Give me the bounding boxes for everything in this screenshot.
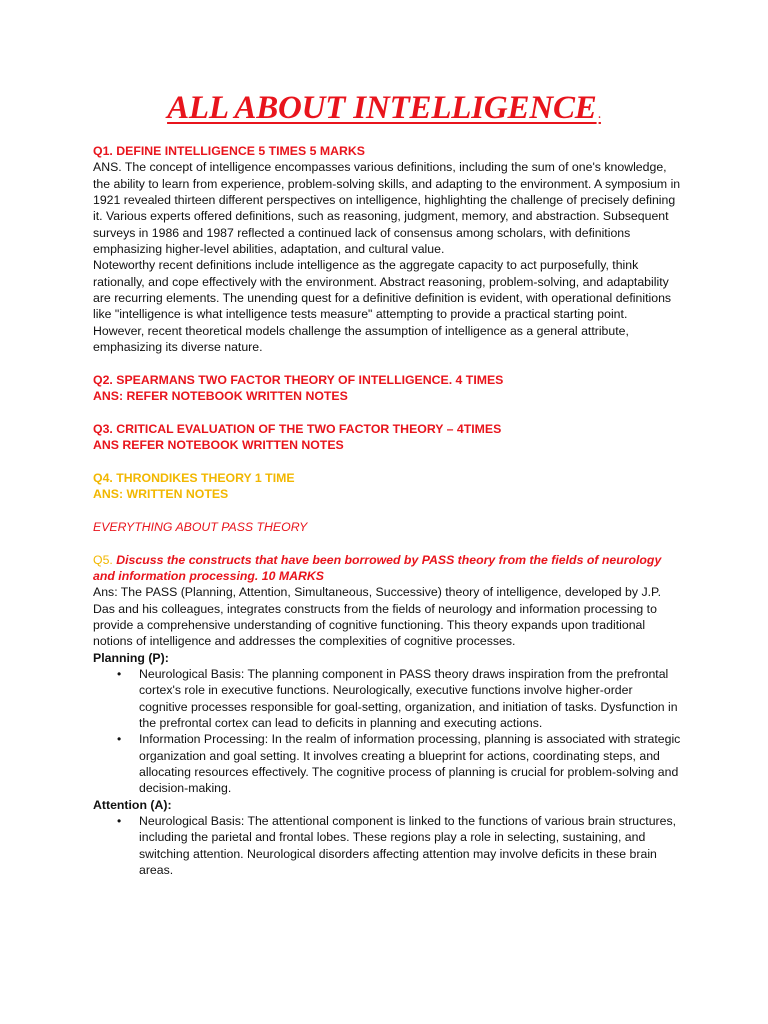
q1-answer-paragraph-2: Noteworthy recent definitions include intelligence as the aggregate capacity to act purposefully, think rationally, and cope effectively with the environment. Abstract reasoning, problem-solving, and adaptability are recurring elements. The unending quest for a definitive definition is evident, with operational definitions like "intelligence is what intelligence tests measure" attempting to provide a practical starting point. However, recent theoretical models challenge the assumption of intelligence as a general attribute, emphasizing its diverse nature. bbox=[93, 258, 672, 355]
planning-point-neurological: Neurological Basis: The planning component in PASS theory draws inspiration from the prefrontal cortex's role in executive functions. Neurologically, executive functions involve higher-order cognitive processes responsible for goal-setting, organization, and initiation of tasks. Dysfunction in the prefrontal cortex can lead to deficits in planning and executing actions. bbox=[139, 667, 678, 731]
q2-answer: ANS: REFER NOTEBOOK WRITTEN NOTES bbox=[93, 389, 348, 404]
document-body bbox=[93, 143, 681, 878]
list-item bbox=[93, 731, 681, 796]
q5-label: Q5. bbox=[93, 552, 117, 567]
list-item bbox=[93, 813, 681, 878]
q3-answer: ANS REFER NOTEBOOK WRITTEN NOTES bbox=[93, 438, 344, 453]
list-item bbox=[93, 666, 681, 731]
planning-point-information: Information Processing: In the realm of information processing, planning is associated with strategic organization and goal setting. It involves creating a blueprint for actions, coordinating steps, and allocating resources effectively. The cognitive process of planning is crucial for problem-solving and decision-making. bbox=[139, 732, 681, 796]
bullet-icon: • bbox=[117, 667, 122, 681]
q5-answer: Ans: The PASS (Planning, Attention, Simultaneous, Successive) theory of intelligence, developed by J.P. Das and his colleagues, integrates constructs from the fields of neurology and information processing to provide a comprehensive understanding of cognitive functioning. This theory expands upon traditional notions of intelligence and addresses the complexities of cognitive processes. bbox=[93, 585, 662, 649]
q2-heading: Q2. SPEARMANS TWO FACTOR THEORY OF INTELLIGENCE. 4 TIMES bbox=[93, 372, 504, 387]
q4-heading: Q4. THRONDIKES THEORY 1 TIME bbox=[93, 470, 295, 485]
attention-heading: Attention (A): bbox=[93, 797, 172, 812]
q1-answer-paragraph-1: ANS. The concept of intelligence encompasses various definitions, including the sum of one's knowledge, the ability to learn from experience, problem-solving skills, and adapting to the environment. A symposium in 1921 revealed thirteen different perspectives on intelligence, highlighting the challenge of precisely defining it. Various experts offered definitions, such as reasoning, judgment, memory, and abstraction. Subsequent surveys in 1986 and 1987 reflected a continued lack of consensus among scholars, with definitions emphasizing higher-level abilities, adaptation, and cultural value. bbox=[93, 160, 681, 257]
attention-point-neurological: Neurological Basis: The attentional component is linked to the functions of various brain structures, including the parietal and frontal lobes. These regions play a role in selecting, sustaining, and switching attention. Neurological disorders affecting attention may involve deficits in these brain areas. bbox=[139, 814, 677, 878]
pass-theory-heading: EVERYTHING ABOUT PASS THEORY bbox=[93, 519, 308, 534]
planning-heading: Planning (P): bbox=[93, 650, 169, 665]
bullet-icon: • bbox=[117, 814, 122, 829]
q3-heading: Q3. CRITICAL EVALUATION OF THE TWO FACTOR THEORY – 4TIMES bbox=[93, 421, 502, 436]
q5-question bbox=[93, 552, 681, 585]
attention-list bbox=[93, 813, 681, 878]
q5-question-text: Discuss the constructs that have been borrowed by PASS theory from the fields of neurology and information processing. 10 MARKS bbox=[93, 552, 662, 583]
q4-answer: ANS: WRITTEN NOTES bbox=[93, 487, 229, 502]
planning-list bbox=[93, 666, 681, 797]
title-text: ALL ABOUT INTELLIGENCE bbox=[167, 90, 597, 126]
title-mark: . bbox=[598, 110, 601, 121]
q1-heading: Q1. DEFINE INTELLIGENCE 5 TIMES 5 MARKS bbox=[93, 144, 365, 158]
page-title bbox=[0, 88, 768, 136]
bullet-icon: • bbox=[117, 732, 122, 747]
